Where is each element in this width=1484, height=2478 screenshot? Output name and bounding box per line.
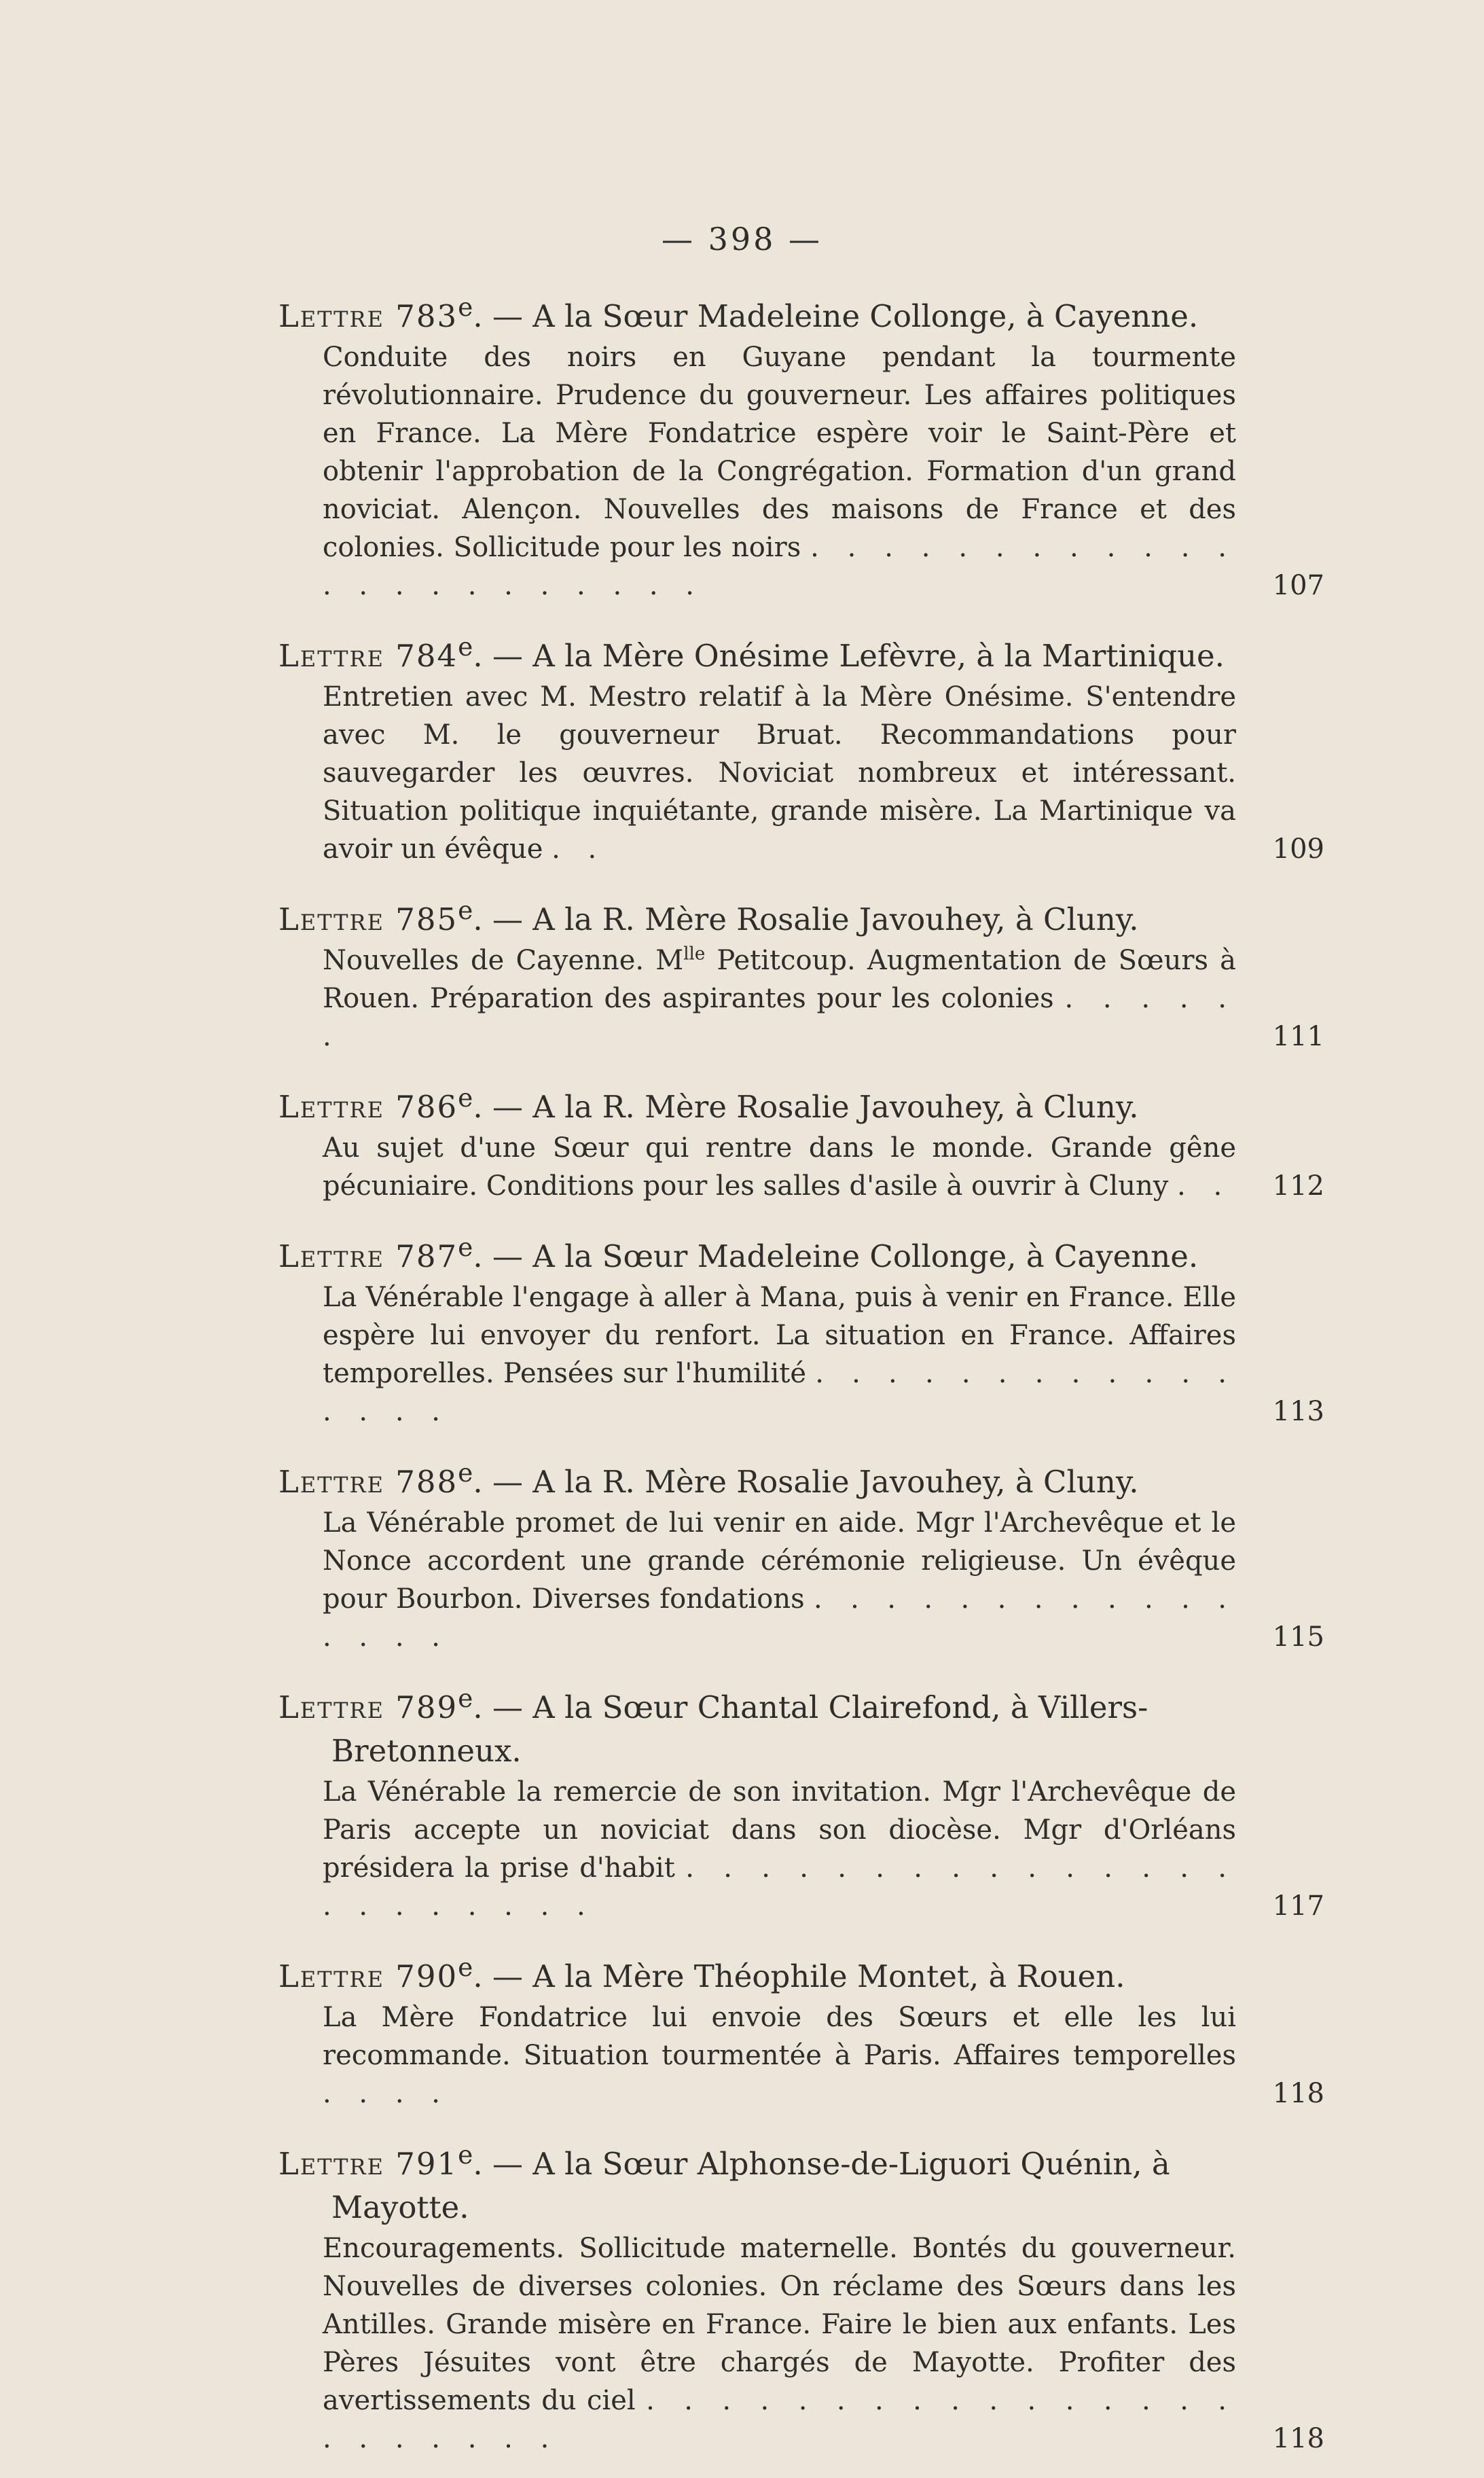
letter-entry xyxy=(0,1451,1484,1656)
letter-summary xyxy=(323,2229,1236,2458)
letter-list xyxy=(0,285,1484,2478)
summary-text: La Vénérable l'engage à aller à Mana, puis à venir en France. Elle espère lui envoyer du renfort. La situation en France. Affaires temporelles. Pensées sur l'humilité xyxy=(323,1282,1236,1389)
letter-label: Lettre 786 xyxy=(278,1089,458,1125)
letter-summary xyxy=(323,1998,1236,2113)
letter-heading xyxy=(278,1076,1246,1129)
letter-entry xyxy=(0,888,1484,1056)
letter-recipient: . — A la Sœur Chantal Clairefond, à Villers-Bretonneux. xyxy=(331,1689,1148,1769)
letter-sup: e xyxy=(458,1683,473,1713)
summary-text: Conduite des noirs en Guyane pendant la tourmente révolutionnaire. Prudence du gouverneur. Les affaires politiques en France. La Mère Fondatrice espère voir le Saint-Père et obtenir l'approbation de la Congrégation. Formation d'un grand noviciat. Alençon. Nouvelles des maisons de France et des colonies. Sollicitude pour les noirs xyxy=(323,342,1236,563)
page-reference: 118 xyxy=(1272,2423,1324,2454)
letter-sup: e xyxy=(458,292,473,322)
summary-text: Encouragements. Sollicitude maternelle. Bontés du gouverneur. Nouvelles de diverses colonies. On réclame des Sœurs dans les Antilles. Grande misère en France. Faire le bien aux enfants. Les Pères Jésuites vont être chargés de Mayotte. Profiter des avertissements du ciel xyxy=(323,2233,1236,2416)
letter-label: Lettre 790 xyxy=(278,1958,458,1994)
page-reference: 109 xyxy=(1272,833,1324,865)
page-reference: 113 xyxy=(1272,1396,1324,1427)
letter-entry xyxy=(0,1945,1484,2113)
letter-heading xyxy=(278,625,1246,678)
letter-label: Lettre 784 xyxy=(278,638,458,674)
letter-sup: e xyxy=(458,632,473,662)
summary-text: La Mère Fondatrice lui envoie des Sœurs et elle les lui recommande. Situation tourmentée à Paris. Affaires temporelles xyxy=(323,2002,1236,2071)
dot-leaders: . . . . . . . . . . . . . . . . xyxy=(323,1358,1236,1427)
page-reference: 115 xyxy=(1272,1621,1324,1653)
page-reference: 112 xyxy=(1272,1170,1324,1202)
page-reference: 111 xyxy=(1272,1021,1324,1052)
summary-text: Petitcoup. Augmentation de Sœurs à Rouen. Préparation des aspirantes pour les colonies xyxy=(323,945,1236,1014)
summary-text: La Vénérable promet de lui venir en aide. Mgr l'Archevêque et le Nonce accordent une grande cérémonie religieuse. Un évêque pour Bourbon. Diverses fondations xyxy=(323,1507,1236,1615)
letter-entry xyxy=(0,285,1484,605)
letter-heading xyxy=(278,285,1246,338)
letter-label: Lettre 787 xyxy=(278,1238,458,1274)
page-number: — 398 — xyxy=(661,221,823,257)
letter-summary xyxy=(323,678,1236,868)
letter-recipient: . — A la R. Mère Rosalie Javouhey, à Cluny. xyxy=(473,1464,1139,1500)
letter-sup: e xyxy=(458,1083,473,1113)
letter-sup: e xyxy=(458,1232,473,1262)
letter-heading xyxy=(278,1676,1246,1773)
dot-leaders: . . . . xyxy=(323,2078,450,2109)
letter-heading xyxy=(278,1945,1246,1998)
letter-recipient: . — A la Sœur Madeleine Collonge, à Cayenne. xyxy=(473,298,1199,334)
letter-heading xyxy=(278,888,1246,941)
letter-recipient: . — A la Mère Onésime Lefèvre, à la Martinique. xyxy=(473,638,1225,674)
letter-entry xyxy=(0,2133,1484,2458)
letter-label: Lettre 785 xyxy=(278,901,458,937)
letter-entry xyxy=(0,1076,1484,1205)
dot-leaders: . . . . . . . . . . . . . . . . . . . . . . . xyxy=(323,532,1236,601)
letter-sup: e xyxy=(458,1952,473,1982)
letter-entry xyxy=(0,625,1484,868)
summary-text: La Vénérable la remercie de son invitation. Mgr l'Archevêque de Paris accepte un noviciat dans son diocèse. Mgr d'Orléans présidera la prise d'habit xyxy=(323,1776,1236,1884)
letter-recipient: . — A la Sœur Alphonse-de-Liguori Quénin, à Mayotte. xyxy=(331,2146,1170,2225)
letter-label: Lettre 788 xyxy=(278,1464,458,1500)
letter-heading xyxy=(278,1451,1246,1504)
page-reference: 118 xyxy=(1272,2078,1324,2109)
dot-leaders: . . xyxy=(551,833,607,865)
summary-text: Entretien avec M. Mestro relatif à la Mère Onésime. S'entendre avec M. le gouverneur Bruat. Recommandations pour sauvegarder les œuvres. Noviciat nombreux et intéressant. Situation politique inquiétante, grande misère. La Martinique va avoir un évêque xyxy=(323,681,1236,865)
dot-leaders: . . . . . . xyxy=(323,983,1236,1052)
letter-recipient: . — A la R. Mère Rosalie Javouhey, à Cluny. xyxy=(473,901,1139,937)
page-reference: 117 xyxy=(1272,1890,1324,1922)
letter-label: Lettre 791 xyxy=(278,2146,458,2182)
dot-leaders: . . . . . . . . . . . . . . . . . . . . . . . xyxy=(323,1852,1236,1922)
letter-summary xyxy=(323,1773,1236,1925)
letter-summary xyxy=(323,338,1236,605)
letter-sup: e xyxy=(458,1458,473,1488)
letter-label: Lettre 783 xyxy=(278,298,458,334)
letter-entry xyxy=(0,1676,1484,1925)
letter-sup: e xyxy=(458,2140,473,2170)
summary-text-start: Nouvelles de Cayenne. M xyxy=(323,945,684,976)
letter-heading xyxy=(278,1225,1246,1278)
letter-entry xyxy=(0,1225,1484,1431)
summary-sup: lle xyxy=(683,944,706,965)
letter-recipient: . — A la Sœur Madeleine Collonge, à Cayenne. xyxy=(473,1238,1199,1274)
dot-leaders: . . . . . . . . . . . . . . . . . . . . . . . xyxy=(323,2385,1236,2454)
letter-summary xyxy=(323,1504,1236,1656)
letter-recipient: . — A la Mère Théophile Montet, à Rouen. xyxy=(473,1958,1125,1994)
letter-recipient: . — A la R. Mère Rosalie Javouhey, à Cluny. xyxy=(473,1089,1139,1125)
dot-leaders: . . . . . . . . . . . . . . . . xyxy=(323,1583,1237,1653)
letter-summary xyxy=(323,941,1236,1056)
summary-text: Au sujet d'une Sœur qui rentre dans le monde. Grande gêne pécuniaire. Conditions pour les salles d'asile à ouvrir à Cluny xyxy=(323,1132,1236,1202)
letter-sup: e xyxy=(458,895,473,925)
page-reference: 107 xyxy=(1272,570,1324,601)
letter-label: Lettre 789 xyxy=(278,1689,458,1725)
letter-summary xyxy=(323,1129,1236,1205)
letter-heading xyxy=(278,2133,1246,2229)
letter-summary xyxy=(323,1278,1236,1431)
dot-leaders: . . xyxy=(1177,1170,1232,1202)
